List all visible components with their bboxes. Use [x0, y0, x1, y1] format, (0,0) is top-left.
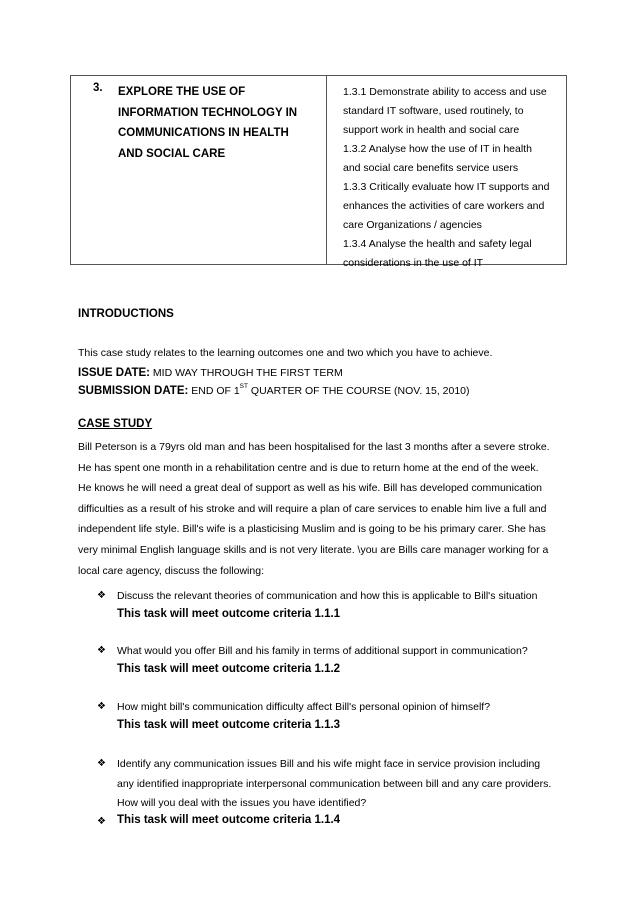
- task-text: What would you offer Bill and his family in terms of additional support in communication?: [117, 645, 528, 657]
- diamond-bullet-icon: ❖: [97, 701, 106, 712]
- diamond-bullet-icon: ❖: [97, 758, 106, 769]
- introduction-text: This case study relates to the learning outcomes one and two which you have to achieve.: [78, 347, 493, 359]
- criteria-line: 1.3.1 Demonstrate ability to access and use: [343, 86, 547, 98]
- section-title-line: COMMUNICATIONS IN HEALTH: [118, 127, 289, 139]
- issue-date-line: [78, 367, 343, 379]
- case-study-line: difficulties as a result of his stroke and will require a plan of care services to enable him live a full and: [78, 502, 547, 515]
- task-text-line: any identified inappropriate interpersonal communication between bill and any care providers.: [117, 777, 552, 790]
- introductions-heading: INTRODUCTIONS: [78, 308, 174, 320]
- criteria-line: and social care benefits service users: [343, 162, 519, 174]
- case-study-line: local care agency, discuss the following:: [78, 564, 264, 577]
- task-criteria: This task will meet outcome criteria 1.1.4: [117, 814, 341, 826]
- diamond-bullet-icon: ❖: [97, 590, 106, 601]
- ordinal-suffix: ST: [239, 383, 248, 390]
- section-title-line: INFORMATION TECHNOLOGY IN: [118, 106, 298, 119]
- case-study-line: independent life style. Bill's wife is a plasticising Muslim and is going to be his primary carer. She has: [78, 523, 546, 536]
- task-text-line: How will you deal with the issues you have identified?: [117, 797, 367, 809]
- criteria-line: enhances the activities of care workers and: [343, 200, 545, 212]
- task-text-line: Identify any communication issues Bill and his wife might face in service provision including: [117, 758, 541, 770]
- criteria-line: 1.3.2 Analyse how the use of IT in health: [343, 143, 532, 155]
- criteria-line: 1.3.3 Critically evaluate how IT supports and: [343, 181, 550, 193]
- outcome-table: [70, 75, 567, 269]
- task-text: How might bill's communication difficulty affect Bill's personal opinion of himself?: [117, 701, 491, 713]
- section-title-line: AND SOCIAL CARE: [118, 147, 226, 160]
- submission-date-value: END OF 1: [188, 385, 240, 397]
- section-title-line: EXPLORE THE USE OF: [118, 86, 246, 98]
- task-criteria: This task will meet outcome criteria 1.1.3: [117, 719, 341, 731]
- diamond-bullet-icon: ❖: [97, 645, 106, 656]
- case-study-line: He knows he will need a great deal of support as well as his wife. Bill has developed communication: [78, 482, 542, 495]
- task-criteria: This task will meet outcome criteria 1.1.2: [117, 663, 341, 675]
- submission-date-line: [78, 385, 470, 397]
- task-criteria: This task will meet outcome criteria 1.1.1: [117, 608, 341, 620]
- submission-date-value-rest: QUARTER OF THE COURSE (NOV. 15, 2010): [247, 385, 470, 397]
- criteria-line: considerations in the use of IT: [343, 257, 484, 269]
- issue-date-label: ISSUE DATE:: [78, 367, 150, 379]
- task-text: [117, 755, 551, 814]
- case-study-heading: CASE STUDY: [78, 418, 153, 430]
- issue-date-value: MID WAY THROUGH THE FIRST TERM: [150, 367, 343, 379]
- criteria-line: care Organizations / agencies: [343, 219, 482, 231]
- case-study-paragraph: [78, 437, 550, 581]
- case-study-line: He has spent one month in a rehabilitation centre and is due to return home at the end of the week.: [78, 461, 539, 474]
- criteria-line: support work in health and social care: [343, 124, 520, 136]
- section-number: 3.: [93, 82, 103, 94]
- table-right-cell: [343, 83, 565, 273]
- diamond-bullet-icon: ❖: [97, 816, 106, 827]
- case-study-line: Bill Peterson is a 79yrs old man and has been hospitalised for the last 3 months after a severe stroke.: [78, 441, 550, 453]
- table-column-divider: [326, 76, 327, 264]
- criteria-line: 1.3.4 Analyse the health and safety legal: [343, 238, 532, 250]
- case-study-line: very minimal English language skills and is not very literate. \you are Bills care manager working for a: [78, 543, 549, 556]
- task-text: Discuss the relevant theories of communication and how this is applicable to Bill's situation: [117, 590, 538, 602]
- section-title: [118, 82, 297, 164]
- criteria-line: standard IT software, used routinely, to: [343, 105, 524, 117]
- submission-date-label: SUBMISSION DATE:: [78, 385, 189, 397]
